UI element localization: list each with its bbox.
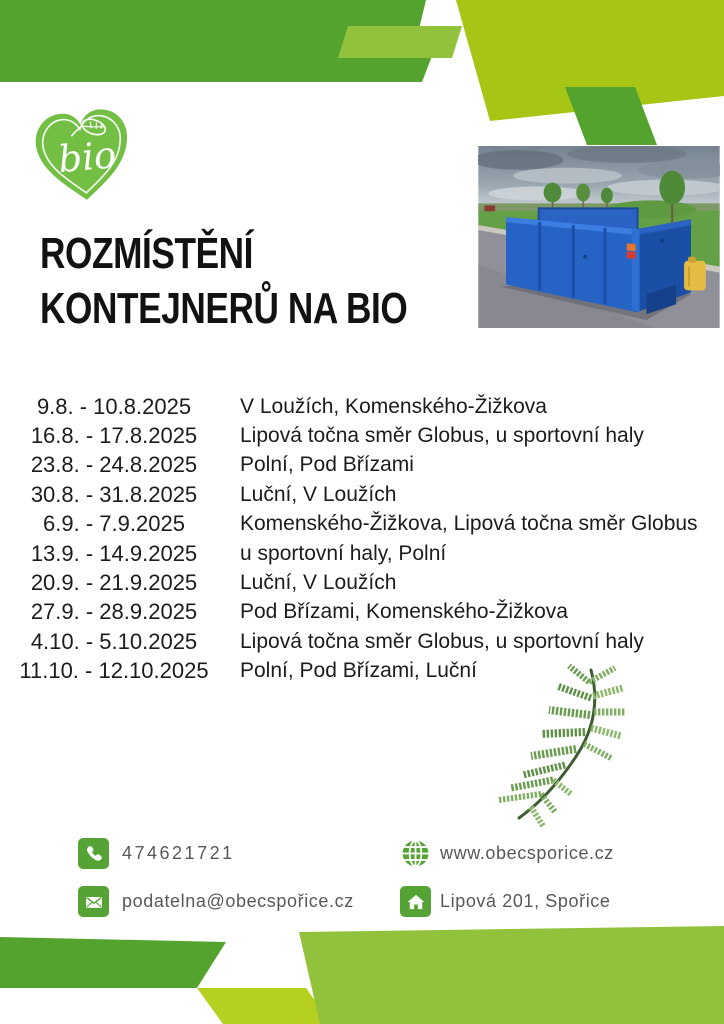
schedule-date: 23.8. - 24.8.2025 — [30, 452, 198, 478]
page-title — [40, 226, 520, 336]
website-url: www.obecsporice.cz — [440, 843, 614, 863]
schedule-locations: u sportovní haly, Polní — [240, 541, 447, 565]
schedule-date: 27.9. - 28.9.2025 — [30, 599, 198, 625]
schedule-row — [0, 568, 724, 597]
schedule-date: 16.8. - 17.8.2025 — [30, 423, 198, 449]
schedule-locations: Luční, V Loužích — [240, 482, 397, 506]
schedule-locations: Polní, Pod Břízami, Luční — [240, 659, 477, 683]
container-photo-image — [478, 146, 720, 328]
schedule-date: 9.8. - 10.8.2025 — [36, 393, 192, 419]
fern-leaf-image — [485, 660, 630, 832]
bio-heart-logo — [28, 98, 138, 210]
svg-text:bio: bio — [56, 133, 118, 182]
email-address: podatelna@obecspořice.cz — [122, 891, 354, 911]
schedule-row — [0, 627, 724, 656]
yellow-canister — [684, 257, 706, 291]
schedule-row — [0, 451, 724, 480]
schedule-row — [0, 421, 724, 450]
schedule-locations: V Loužích, Komenského-Žižkova — [240, 394, 547, 418]
schedule-date: 4.10. - 5.10.2025 — [30, 628, 198, 654]
schedule-date: 13.9. - 14.9.2025 — [30, 540, 198, 566]
schedule-locations: Polní, Pod Břízami — [240, 453, 414, 477]
distant-car — [484, 205, 495, 211]
schedule-row — [0, 539, 724, 568]
container-photo — [478, 146, 720, 328]
schedule-row — [0, 510, 724, 539]
postal-address: Lipová 201, Spořice — [440, 891, 611, 911]
envelope-icon — [78, 886, 109, 917]
schedule-locations: Lipová točna směr Globus, u sportovní haly — [240, 629, 644, 653]
schedule-date: 6.9. - 7.9.2025 — [43, 511, 185, 537]
schedule-row — [0, 480, 724, 509]
container-schedule-list — [0, 392, 724, 686]
bottom-decoration-stripes — [0, 924, 724, 1024]
globe-icon — [400, 838, 431, 869]
schedule-row — [0, 392, 724, 421]
page-title-line2: KONTEJNERŮ NA BIO — [40, 284, 408, 333]
phone-number: 474621721 — [122, 843, 235, 863]
house-icon — [400, 886, 431, 917]
page-title-line1: ROZMÍSTĚNÍ — [40, 229, 254, 278]
schedule-locations: Lipová točna směr Globus, u sportovní haly — [240, 424, 644, 448]
schedule-locations: Pod Břízami, Komenského-Žižkova — [240, 600, 568, 624]
schedule-date: 11.10. - 12.10.2025 — [19, 658, 209, 684]
schedule-locations: Komenského-Žižkova, Lipová točna směr Globus — [240, 512, 698, 536]
schedule-locations: Luční, V Loužích — [240, 571, 397, 595]
schedule-row — [0, 598, 724, 627]
schedule-date: 20.9. - 21.9.2025 — [30, 570, 198, 596]
phone-icon — [78, 838, 109, 869]
schedule-date: 30.8. - 31.8.2025 — [30, 481, 198, 507]
